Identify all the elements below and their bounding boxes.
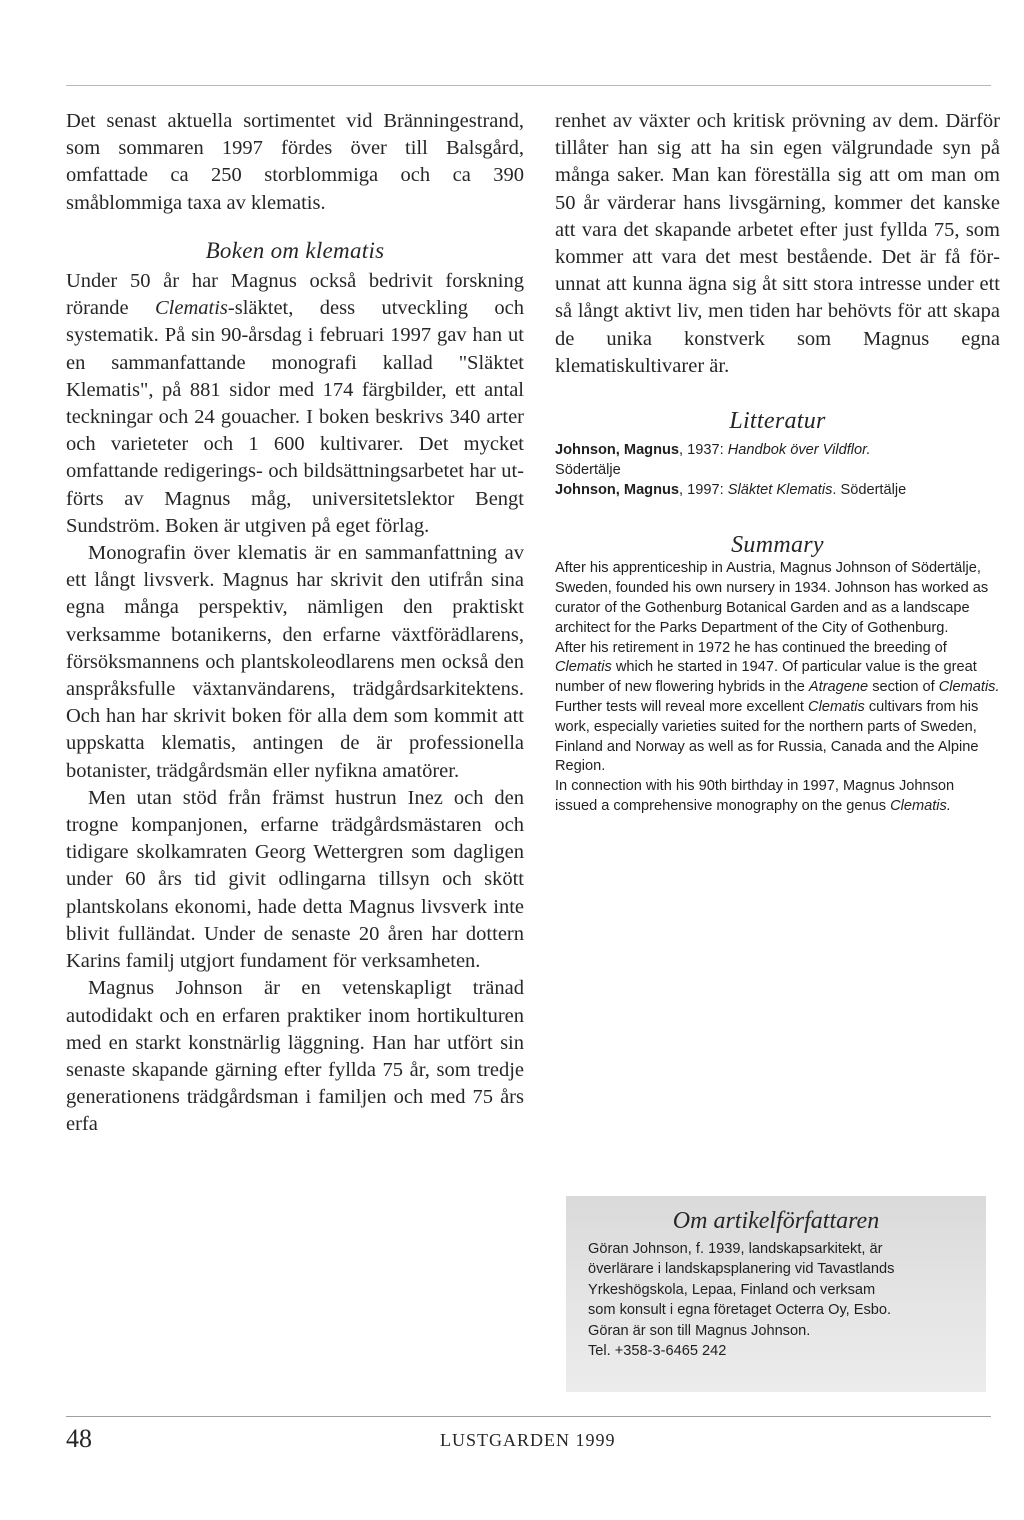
literature-entry-1937 — [555, 441, 1000, 481]
paragraph-continuation: renhet av växter och kritisk prövning av dem. Därför tillåter han sig att ha sin egen välgrundade syn på många saker. Man kan föreställa sig att om man om 50 år värderar hans livsgärning, kommer det kanske att vara det skapande arbetet efter just fyllda 75, som kommer att vara det mest bestående. Det är få förunnat att kunna ägna sig åt sitt stora intresse under ett så långt aktivt liv, men tiden har behövts för att skapa de unika konstverk som Magnus egna klematiskultivarer är. — [555, 110, 1000, 377]
genus-name: Clematis — [555, 659, 612, 676]
genus-name: Atragene — [808, 679, 869, 696]
literature-list — [555, 441, 1000, 500]
left-column — [66, 108, 524, 1139]
author-info-text — [566, 1239, 986, 1361]
genus-name: Clematis — [155, 297, 228, 320]
heading-summary: Summary — [731, 532, 824, 559]
author-line: Göran Johnson, f. 1939, landskapsarkitekt, är — [588, 1241, 883, 1257]
author-phone: Tel. +358-3-6465 242 — [588, 1343, 727, 1360]
paragraph-monografin: Monografin över klematis är en sammanfattning av ett långt livsverk. Magnus har skrivit den utifrån sina egna många perspektiv, nämligen den praktiskt verksamme botanikerns, den erfarne växtförädlarens, försöksmannens och plantskoleodlarens men också den anspråksfulle växtanvändarens, trädgårdsarkitektens. Och han har skrivit boken för alla dem som kommit att uppskatta klematis, antingen de är professionella botanister, trädgårdsmän eller nyfikna amatörer. — [66, 542, 524, 782]
lit-title: Handbok över Vildflor. — [727, 442, 871, 459]
genus-name: Clematis — [808, 699, 865, 715]
heading-boken-om-klematis: Boken om klematis — [205, 237, 385, 263]
author-line: Yrkeshögskola, Lepaa, Finland och verksam — [588, 1281, 876, 1298]
lit-year: , 1997: — [679, 481, 728, 498]
genus-name: Clematis. — [890, 797, 951, 814]
summary-paragraph-3 — [555, 777, 1000, 817]
text-run: -släktet, dess utveckling och systematik. På sin 90-årsdag i februari 1997 gav han ut en sammanfattande monografi kallad "Släktet Klematis", på 881 sidor med 174 färgbilder, ett antal teckningar och 24 gouacher. I boken beskrivs 340 arter och varieteter och 1 600 kultivarer. Det mycket omfattande redigerings- och bildsättningsarbetet har utförts av Magnus måg, universitetslektor Bengt Sundström. Boken är utgiven på eget förlag. — [66, 297, 524, 537]
lit-title: Släktet Klematis — [727, 481, 833, 498]
literature-entry-1997 — [555, 481, 1000, 501]
text-run: In connection with his 90th birthday in 1997, Magnus Johnson issued a comprehensive monography on the genus — [555, 778, 955, 814]
lit-author: Johnson, Magnus — [555, 481, 680, 498]
text-run: which he started in 1947. Of particular value is the great number of new flowering hybrids in the — [555, 659, 977, 696]
lit-place: Södertälje — [555, 461, 621, 478]
text-run: section of — [868, 679, 939, 696]
paragraph-forskning — [66, 268, 524, 540]
summary-text — [555, 559, 1000, 816]
page-number: 48 — [66, 1424, 92, 1453]
lit-place: . Södertälje — [832, 481, 907, 498]
author-line: Göran är son till Magnus Johnson. — [588, 1322, 811, 1339]
paragraph-autodidakt: Magnus Johnson är en vetenskapligt tränad autodidakt och en erfaren praktiker inom hortikulturen med en starkt konstnärlig läggning. Han har utfört sin senaste skapande gärning efter fyllda 75 år, som tredje generationens trädgårdsman i familjen och med 75 års erfa — [66, 977, 524, 1136]
text-run: After his retirement in 1972 he has continued the breeding of — [555, 639, 947, 656]
text-run: cultivars from his work, especially varieties suited for the northern parts of Sweden, Finland and Norway as well as for Russia, Canada and the Alpine Region. — [555, 699, 979, 775]
bottom-rule — [66, 1416, 991, 1417]
magazine-footer: LUSTGARDEN 1999 — [440, 1430, 616, 1450]
lit-author: Johnson, Magnus — [555, 442, 680, 459]
genus-name: Clematis. — [938, 679, 1000, 696]
text-run: Further tests will reveal more excellent — [555, 699, 809, 715]
top-rule — [66, 85, 991, 86]
paragraph-stod: Men utan stöd från främst hustrun Inez och den trogne kompanjonen, erfarne trädgårdsmästaren och tidigare skolkamraten Georg Wettergren som dagligen under 60 års tid givit odlingarna tillsyn och skött plantskolans ekonomi, hade detta Magnus livsverk inte blivit fulländat. Under de senaste 20 åren har dottern Karins familj utgjort fundament för verksamheten. — [66, 786, 524, 973]
heading-litteratur: Litteratur — [729, 408, 826, 435]
text-run: Under 50 år har Magnus också bedrivit forskning rörande — [66, 270, 524, 320]
author-line: överlärare i landskapsplanering vid Tavastlands — [588, 1261, 895, 1278]
summary-paragraph-2 — [555, 639, 1000, 778]
paragraph-sortiment: Det senast aktuella sortimentet vid Bränningestrand, som sommaren 1997 fördes över till Balsgård, omfattade ca 250 storblommiga och ca 390 småblommiga taxa av klematis. — [66, 110, 524, 214]
author-info-box — [566, 1196, 986, 1392]
summary-paragraph-1: After his apprenticeship in Austria, Magnus Johnson of Södertälje, Sweden, founded his own nursery in 1934. Johnson has worked as curator of the Gothenburg Botanical Garden and as a landscape architect for the Parks Department of the City of Gothenburg. — [555, 560, 989, 636]
heading-om-artikelforfattaren: Om artikelförfattaren — [672, 1208, 880, 1234]
right-column — [555, 108, 1000, 817]
lit-year: , 1937: — [679, 442, 728, 459]
author-line: som konsult i egna företaget Octerra Oy, Esbo. — [588, 1302, 892, 1319]
